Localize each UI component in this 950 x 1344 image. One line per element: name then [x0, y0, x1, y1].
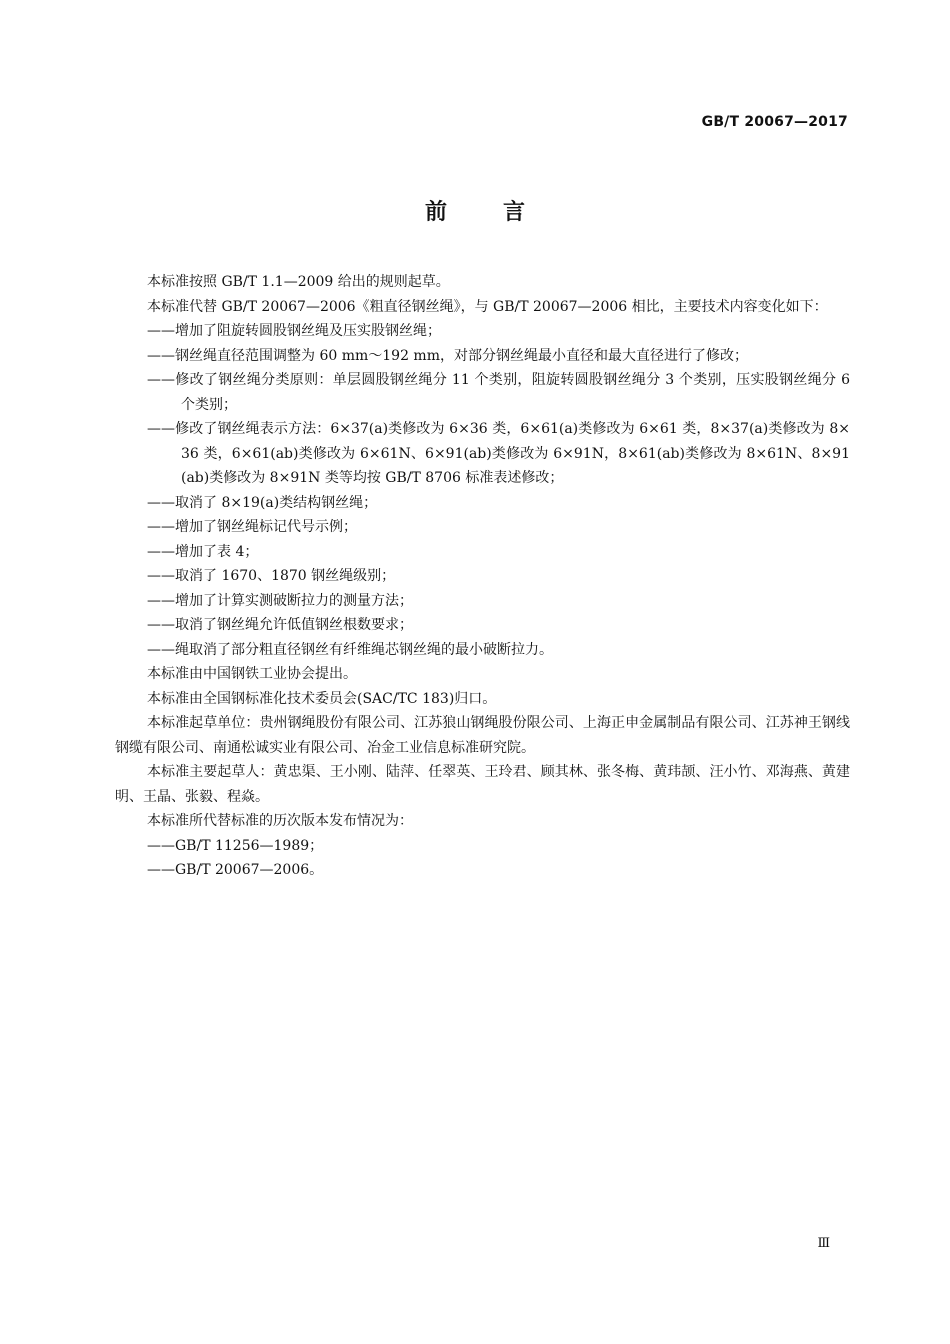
page-number: Ⅲ [817, 1236, 830, 1251]
change-item: ——增加了钢丝绳标记代号示例； [147, 519, 357, 535]
change-item: ——增加了阻旋转圆股钢丝绳及压实股钢丝绳； [147, 323, 441, 339]
history-item: ——GB/T 11256—1989； [147, 837, 324, 854]
change-item: ——钢丝绳直径范围调整为 60 mm～192 mm，对部分钢丝绳最小直径和最大直径进行了修改； [147, 347, 748, 364]
intro-paragraph: 本标准代替 GB/T 20067—2006《粗直径钢丝绳》，与 GB/T 20067—2006 相比，主要技术内容变化如下： [147, 298, 828, 315]
change-item: ——取消了 1670、1870 钢丝绳级别； [147, 568, 396, 584]
change-item: ——绳取消了部分粗直径钢丝有纤维绳芯钢丝绳的最小破断拉力。 [147, 641, 553, 658]
body-paragraph: 本标准所代替标准的历次版本发布情况为： [147, 813, 413, 829]
page-title: 前言 [424, 200, 581, 225]
history-item: ——GB/T 20067—2006。 [147, 862, 324, 878]
change-item: ——修改了钢丝绳表示方法：6×37(a)类修改为 6×36 类，6×61(a)类修改为 6×61 类，8×37(a)类修改为 8×36 类，6×61(ab)类修改为 6×61N、6×91(ab)类修改为 6×91N，8×61(ab)类修改为 8×61N、8×91(ab)类修改为 8×91N 类等均按 GB/T 8706 标准表述修改； [147, 421, 850, 486]
standard-code: GB/T 20067—2017 [701, 114, 848, 130]
document-body [115, 270, 850, 883]
change-item: ——修改了钢丝绳分类原则：单层圆股钢丝绳分 11 个类别，阻旋转圆股钢丝绳分 3 个类别，压实股钢丝绳分 6 个类别； [147, 372, 850, 413]
body-paragraph: 本标准由中国钢铁工业协会提出。 [147, 666, 357, 682]
change-item: ——增加了表 4； [147, 543, 259, 560]
change-item: ——取消了 8×19(a)类结构钢丝绳； [147, 494, 378, 511]
body-paragraph: 本标准主要起草人：黄忠渠、王小刚、陆萍、任翠英、王玲君、顾其林、张冬梅、黄玮颉、汪小竹、邓海燕、黄建明、王晶、张毅、程焱。 [115, 764, 850, 805]
change-item: ——增加了计算实测破断拉力的测量方法； [147, 592, 413, 609]
intro-paragraph: 本标准按照 GB/T 1.1—2009 给出的规则起草。 [147, 274, 450, 290]
change-item: ——取消了钢丝绳允许低值钢丝根数要求； [147, 617, 413, 633]
body-paragraph: 本标准起草单位：贵州钢绳股份有限公司、江苏狼山钢绳股份限公司、上海正申金属制品有限公司、江苏神王钢线钢缆有限公司、南通松诚实业有限公司、冶金工业信息标准研究院。 [115, 715, 850, 756]
body-paragraph: 本标准由全国钢标准化技术委员会(SAC/TC 183)归口。 [147, 690, 497, 707]
